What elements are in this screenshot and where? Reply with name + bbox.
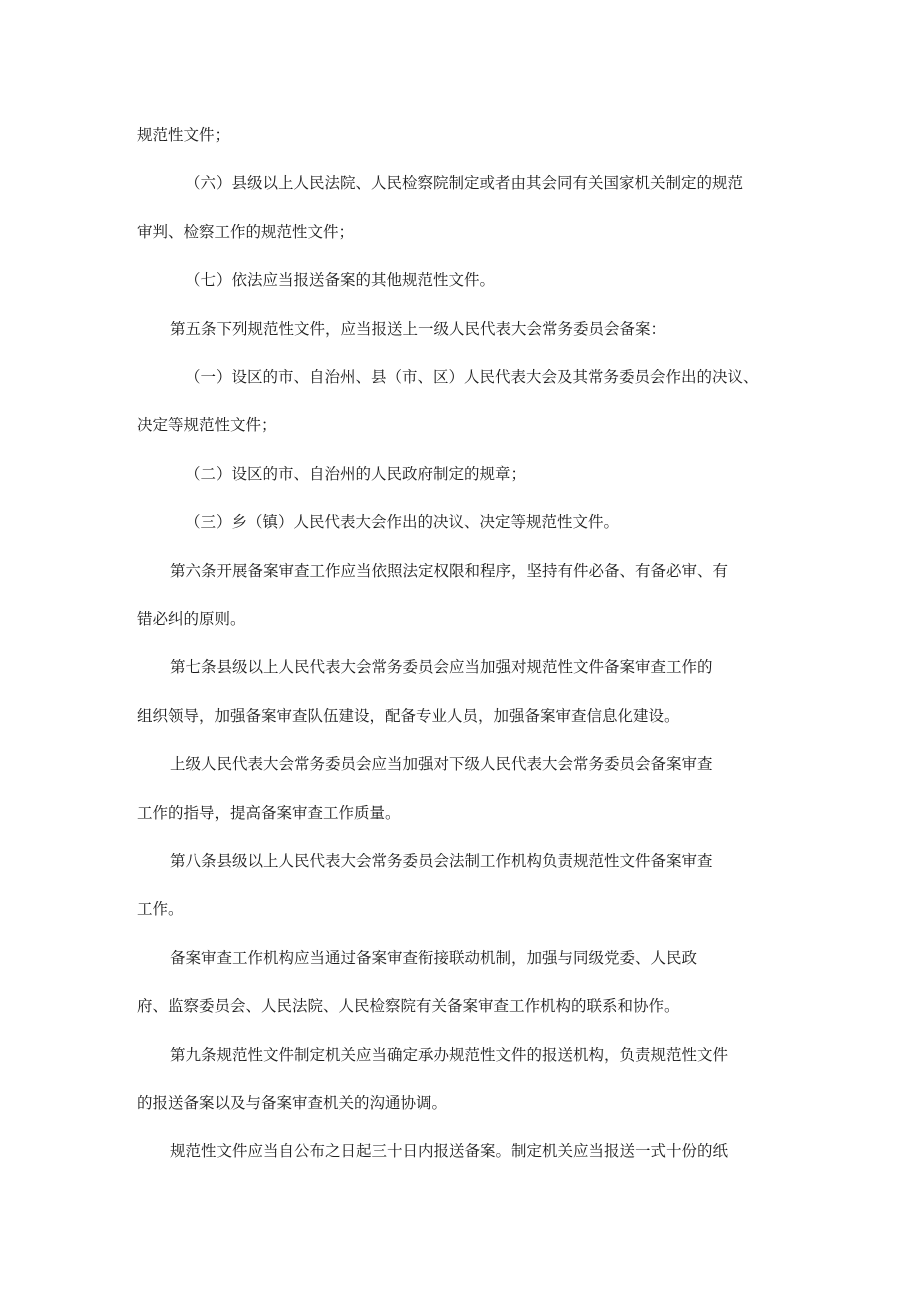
text-line: 第八条县级以上人民代表大会常务委员会法制工作机构负责规范性文件备案审查	[170, 852, 713, 870]
text-line: 错必纠的原则。	[137, 610, 246, 628]
text-line: 第六条开展备案审查工作应当依照法定权限和程序，坚持有件必备、有备必审、有	[170, 561, 729, 580]
text-line: 上级人民代表大会常务委员会应当加强对下级人民代表大会常务委员会备案审查	[170, 755, 713, 774]
text-line: 审判、检察工作的规范性文件；	[137, 222, 355, 241]
text-line: 规范性文件应当自公布之日起三十日内报送备案。制定机关应当报送一式十份的纸	[170, 1142, 729, 1161]
text-line: 府、监察委员会、人民法院、人民检察院有关备案审查工作机构的联系和协作。	[137, 997, 680, 1016]
text-line: 组织领导，加强备案审查队伍建设，配备专业人员，加强备案审查信息化建设。	[137, 706, 680, 725]
text-line: 工作的指导，提高备案审查工作质量。	[137, 803, 401, 822]
text-line: 第九条规范性文件制定机关应当确定承办规范性文件的报送机构，负责规范性文件	[170, 1045, 729, 1064]
text-line: 决定等规范性文件；	[137, 416, 277, 435]
text-line: （三）乡（镇）人民代表大会作出的决议、决定等规范性文件。	[185, 513, 620, 532]
text-line: （二）设区的市、自治州的人民政府制定的规章；	[185, 464, 527, 483]
text-line: （六）县级以上人民法院、人民检察院制定或者由其会同有关国家机关制定的规范	[185, 174, 744, 193]
text-line: 备案审查工作机构应当通过备案审查衔接联动机制，加强与同级党委、人民政	[170, 948, 698, 967]
text-line: 工作。	[137, 900, 184, 919]
text-line: 第七条县级以上人民代表大会常务委员会应当加强对规范性文件备案审查工作的	[170, 658, 713, 677]
text-line: 的报送备案以及与备案审查机关的沟通协调。	[137, 1094, 448, 1112]
text-line: 规范性文件；	[137, 126, 231, 144]
text-line: （七）依法应当报送备案的其他规范性文件。	[185, 271, 496, 290]
text-line: （一）设区的市、自治州、县（市、区）人民代表大会及其常务委员会作出的决议、	[185, 368, 759, 386]
text-line: 第五条下列规范性文件，应当报送上一级人民代表大会常务委员会备案：	[170, 319, 667, 338]
